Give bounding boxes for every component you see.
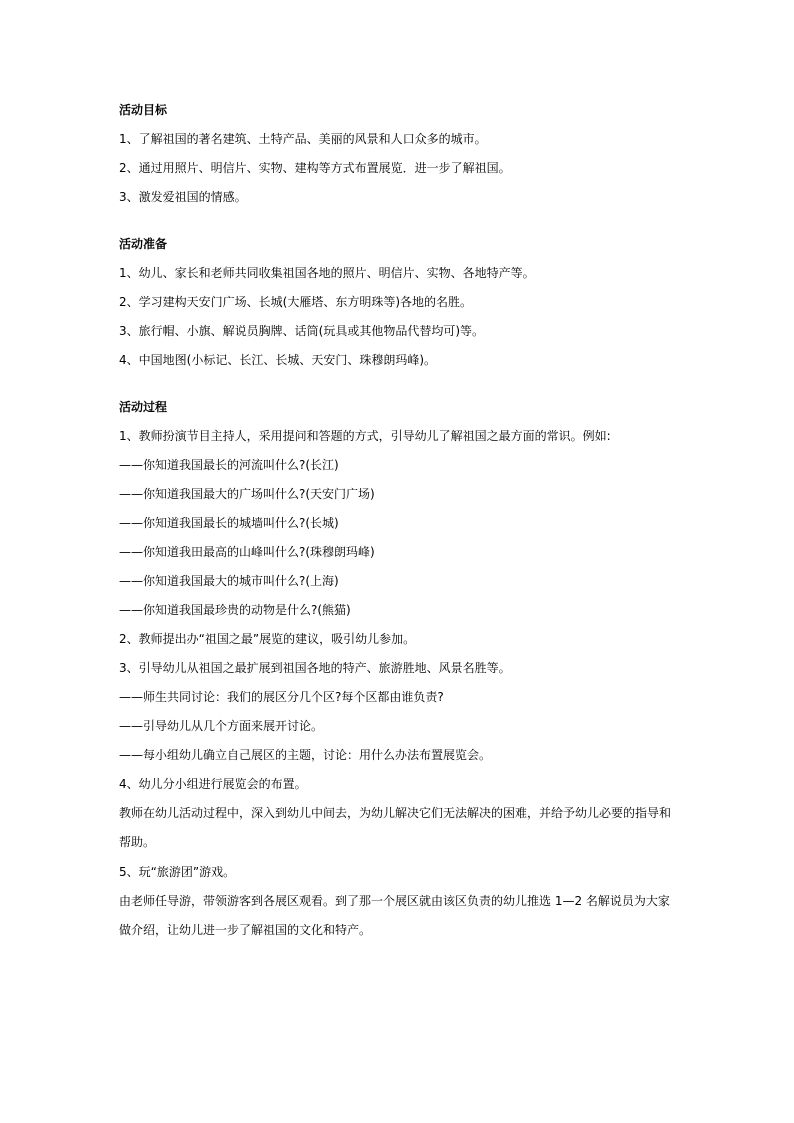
goal-item: 3、激发爱祖国的情感。 xyxy=(119,190,247,204)
preparation-item: 3、旅行帽、小旗、解说员胸牌、话筒(玩具或其他物品代替均可)等。 xyxy=(119,324,485,338)
process-item: 4、幼儿分小组进行展览会的布置。 xyxy=(119,777,307,791)
process-item: 1、教师扮演节目主持人，采用提问和答题的方式，引导幼儿了解祖国之最方面的常识。例如: xyxy=(119,429,611,443)
question-item: ——你知道我国最大的城市叫什么?(上海) xyxy=(119,574,339,588)
question-item: ——你知道我国最长的河流叫什么?(长江) xyxy=(119,458,339,472)
discussion-item: ——引导幼儿从几个方面来展开讨论。 xyxy=(119,719,324,733)
section-activity-process xyxy=(119,398,679,945)
question-item: ——你知道我国最长的城墙叫什么?(长城) xyxy=(119,516,339,530)
goal-item: 2、通过用照片、明信片、实物、建构等方式布置展览．进一步了解祖国。 xyxy=(119,161,511,175)
preparation-item: 2、学习建构天安门广场、长城(大雁塔、东方明珠等)各地的名胜。 xyxy=(119,295,473,309)
question-item: ——你知道我国最大的广场叫什么?(天安门广场) xyxy=(119,487,375,501)
process-item: 2、教师提出办“祖国之最”展览的建议，吸引幼儿参加。 xyxy=(119,632,416,646)
section-activity-goals xyxy=(119,101,679,206)
section-activity-preparation xyxy=(119,235,679,369)
preparation-item: 4、中国地图(小标记、长江、长城、天安门、珠穆朗玛峰)。 xyxy=(119,353,437,367)
section-heading: 活动准备 xyxy=(119,237,168,251)
question-item: ——你知道我田最高的山峰叫什么?(珠穆朗玛峰) xyxy=(119,545,375,559)
preparation-item: 1、幼儿、家长和老师共同收集祖国各地的照片、明信片、实物、各地特产等。 xyxy=(119,266,535,280)
discussion-item: ——每小组幼儿确立自己展区的主题，讨论：用什么办法布置展览会。 xyxy=(119,748,492,762)
question-item: ——你知道我国最珍贵的动物是什么?(熊猫) xyxy=(119,603,351,617)
process-paragraph: 教师在幼儿活动过程中，深入到幼儿中间去，为幼儿解决它们无法解决的困难，并给予幼儿必要的指导和帮助。 xyxy=(119,806,672,849)
discussion-item: ——师生共同讨论：我们的展区分几个区?每个区都由谁负责? xyxy=(119,690,444,704)
document-body xyxy=(119,101,679,951)
process-item: 5、玩“旅游团”游戏。 xyxy=(119,865,236,879)
section-heading: 活动目标 xyxy=(119,103,168,117)
process-item: 3、引导幼儿从祖国之最扩展到祖国各地的特产、旅游胜地、风景名胜等。 xyxy=(119,661,511,675)
goal-item: 1、了解祖国的著名建筑、土特产品、美丽的风景和人口众多的城市。 xyxy=(119,132,487,146)
process-paragraph: 由老师任导游，带领游客到各展区观看。到了那一个展区就由该区负责的幼儿推选 1—2 名解说员为大家做介绍，让幼儿进一步了解祖国的文化和特产。 xyxy=(119,894,670,937)
section-heading: 活动过程 xyxy=(119,400,168,414)
